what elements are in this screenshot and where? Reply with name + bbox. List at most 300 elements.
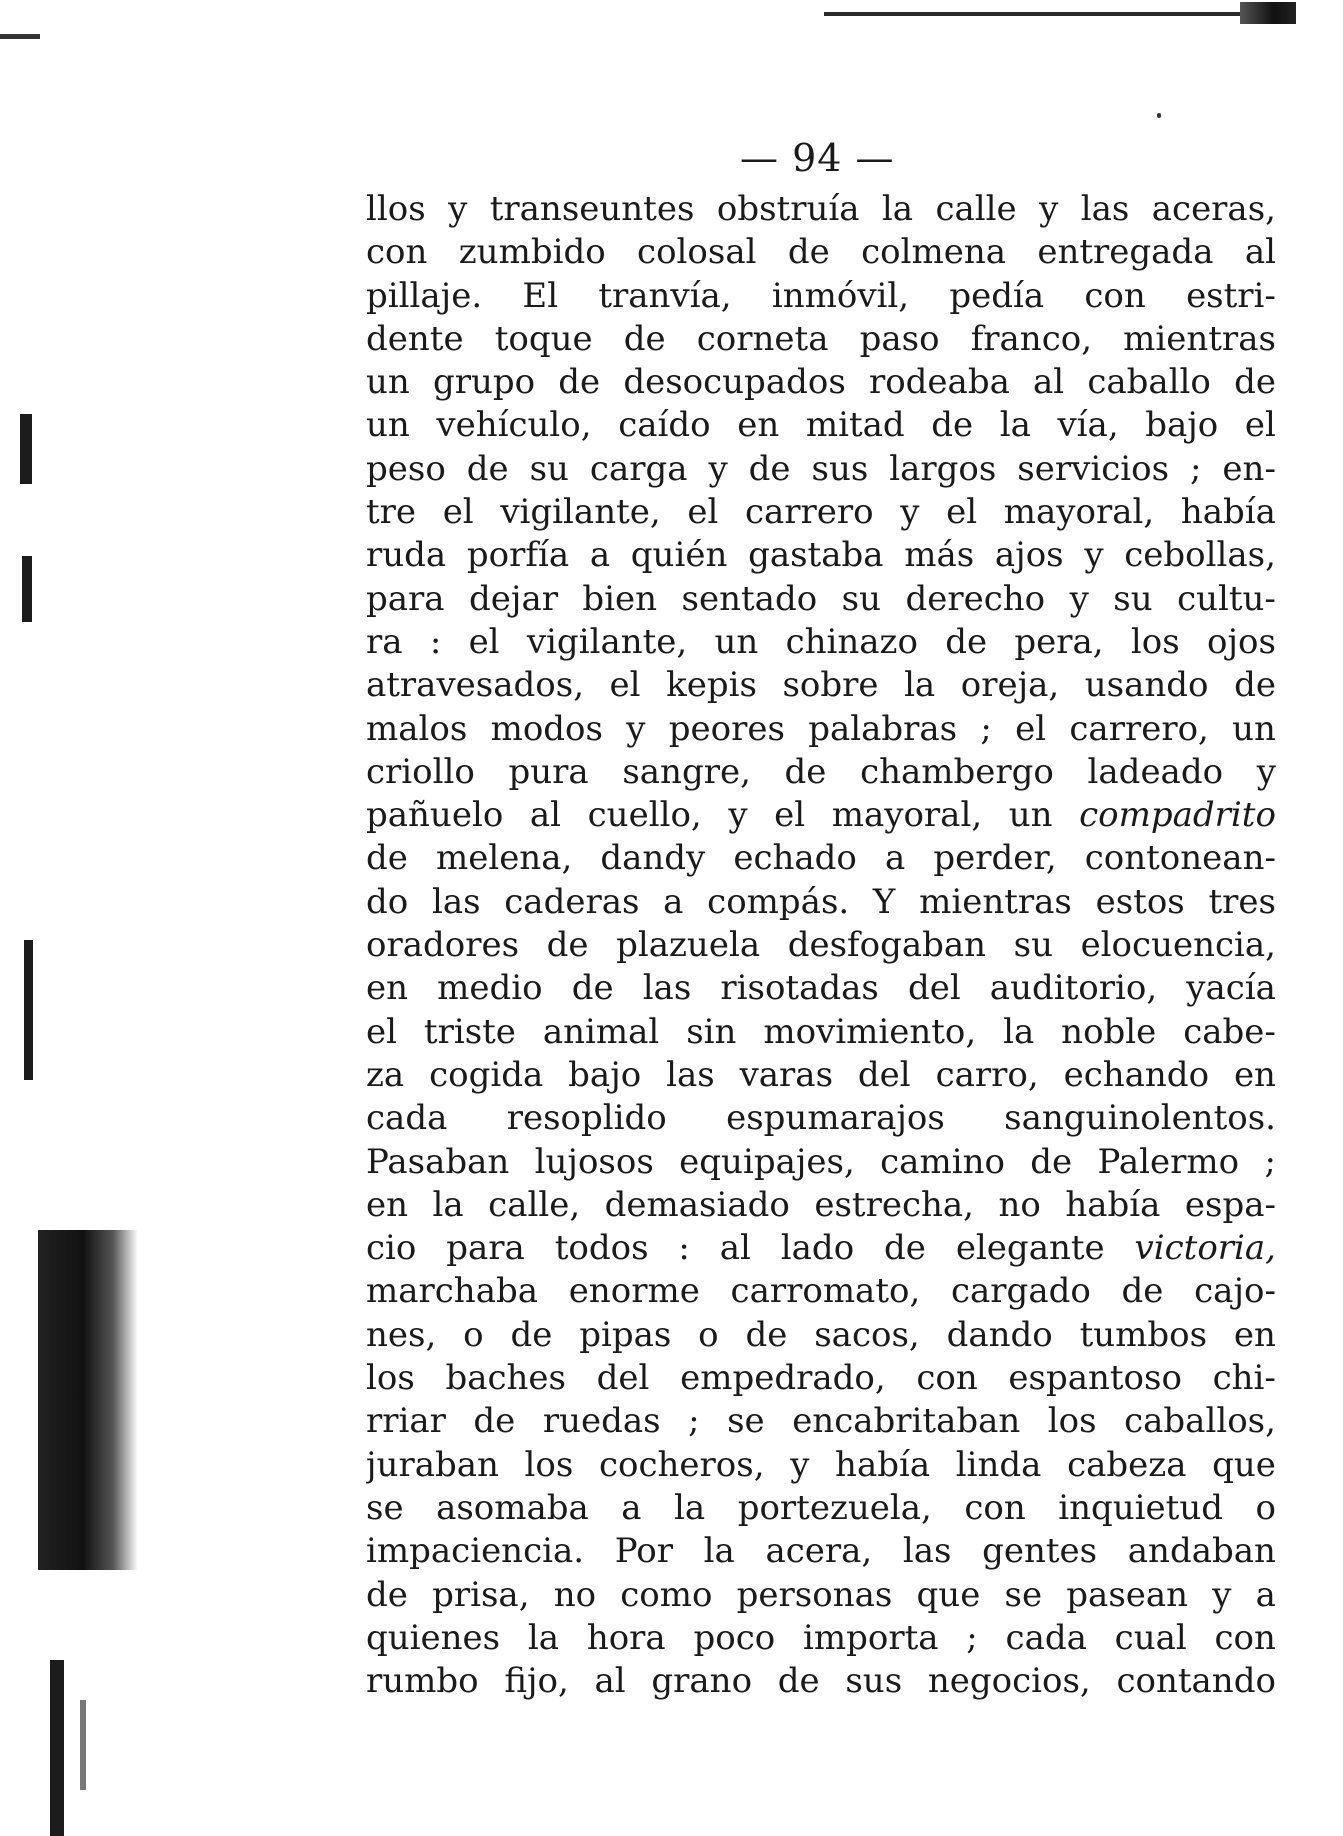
text-line bbox=[366, 1574, 1276, 1617]
word: espa- bbox=[1184, 1184, 1276, 1225]
word: cada bbox=[366, 1098, 448, 1139]
word: el bbox=[946, 492, 978, 533]
word: sobre bbox=[782, 665, 879, 706]
word: había bbox=[835, 1444, 931, 1485]
word: prisa, bbox=[432, 1574, 530, 1615]
word: cabeza bbox=[1067, 1444, 1187, 1485]
word: más bbox=[904, 535, 975, 576]
word: vigilante, bbox=[526, 621, 688, 662]
word: cargado bbox=[950, 1271, 1091, 1312]
word: marchaba bbox=[366, 1271, 539, 1312]
word: demasiado bbox=[604, 1184, 790, 1225]
word: quién bbox=[630, 535, 728, 576]
word: pera, bbox=[1014, 621, 1104, 662]
word: de bbox=[784, 751, 827, 792]
word: su bbox=[1013, 925, 1053, 966]
word: mitad bbox=[805, 405, 905, 446]
text-line bbox=[366, 967, 1276, 1010]
text-line bbox=[366, 751, 1276, 794]
word: calle, bbox=[488, 1184, 581, 1225]
word: varas bbox=[739, 1054, 834, 1095]
word: kepis bbox=[666, 665, 757, 706]
word: franco, bbox=[970, 318, 1093, 359]
word: espumarajos bbox=[726, 1098, 945, 1139]
word: sus bbox=[845, 1661, 903, 1702]
word: de bbox=[787, 232, 830, 273]
word: y bbox=[626, 708, 646, 749]
word: noble bbox=[1061, 1011, 1157, 1052]
word: elocuencia, bbox=[1080, 925, 1276, 966]
word: al bbox=[594, 1661, 626, 1702]
word: transeuntes bbox=[489, 189, 695, 229]
word: los bbox=[1047, 1401, 1097, 1442]
word: cocheros, bbox=[598, 1444, 765, 1485]
scan-edge-mark bbox=[50, 1660, 64, 1836]
word: y bbox=[728, 795, 748, 836]
word: para bbox=[366, 578, 445, 619]
text-line bbox=[366, 837, 1276, 880]
word: ojos bbox=[1206, 621, 1276, 662]
text-line bbox=[366, 1227, 1276, 1270]
word: paso bbox=[859, 318, 940, 359]
word: de bbox=[366, 838, 408, 879]
word: y bbox=[1069, 578, 1089, 619]
scan-corner-mark bbox=[0, 34, 40, 39]
word: la bbox=[674, 1487, 706, 1528]
word: que bbox=[1212, 1444, 1276, 1485]
text-line bbox=[366, 1184, 1276, 1227]
word: derecho bbox=[905, 578, 1046, 619]
body-text bbox=[366, 188, 1276, 1703]
word: contando bbox=[1116, 1661, 1276, 1702]
word: ; bbox=[966, 1617, 978, 1658]
word: personas bbox=[736, 1574, 893, 1615]
word: sin bbox=[686, 1011, 737, 1052]
word: usando bbox=[1084, 665, 1209, 706]
word: triste bbox=[423, 1011, 516, 1052]
word: de bbox=[1030, 1141, 1073, 1182]
word: con bbox=[1084, 275, 1146, 316]
text-line bbox=[366, 621, 1276, 664]
text-line bbox=[366, 1530, 1276, 1573]
word: de bbox=[466, 448, 509, 489]
word: Por bbox=[614, 1531, 673, 1572]
word: a bbox=[884, 838, 906, 879]
word: a bbox=[1255, 1574, 1276, 1615]
word: la bbox=[432, 1184, 464, 1225]
text-line bbox=[366, 318, 1276, 361]
scan-edge-mark bbox=[24, 940, 33, 1080]
word: los bbox=[1130, 621, 1180, 662]
word: pura bbox=[508, 751, 589, 792]
word: linda bbox=[955, 1444, 1042, 1485]
word: la bbox=[904, 665, 936, 706]
word: nes, bbox=[366, 1314, 437, 1355]
word: quienes bbox=[366, 1617, 501, 1658]
word: ladeado bbox=[1087, 751, 1224, 792]
word: encabritaban bbox=[792, 1401, 1021, 1442]
scan-top-rule-end bbox=[1240, 2, 1296, 24]
word: tres bbox=[1208, 881, 1276, 922]
word: importa bbox=[802, 1617, 939, 1658]
word: la bbox=[1003, 1011, 1035, 1052]
word: vía, bbox=[1057, 405, 1119, 446]
word: perder, bbox=[933, 838, 1057, 879]
scan-edge-mark bbox=[80, 1700, 86, 1790]
word: carrero, bbox=[1069, 708, 1209, 749]
word: malos bbox=[366, 708, 468, 749]
text-line bbox=[366, 1141, 1276, 1184]
word: carro, bbox=[935, 1054, 1039, 1095]
word: pipas bbox=[579, 1314, 672, 1355]
word: la bbox=[527, 1617, 560, 1658]
word: con bbox=[916, 1358, 978, 1399]
word: para bbox=[446, 1228, 525, 1269]
text-line bbox=[366, 275, 1276, 318]
word: se bbox=[366, 1487, 404, 1528]
scan-speck bbox=[1157, 113, 1161, 118]
word: con bbox=[1214, 1617, 1276, 1658]
word: pedía bbox=[949, 275, 1045, 316]
word: al bbox=[1033, 362, 1065, 403]
word: cabe- bbox=[1183, 1011, 1276, 1052]
word: el bbox=[1015, 708, 1047, 749]
text-line bbox=[366, 491, 1276, 534]
word: y bbox=[1039, 189, 1059, 229]
word: cada bbox=[1005, 1617, 1087, 1658]
word: o bbox=[698, 1314, 719, 1355]
word: contonean- bbox=[1084, 838, 1276, 879]
word: de bbox=[473, 1401, 516, 1442]
word: de bbox=[1234, 362, 1276, 403]
text-line bbox=[366, 881, 1276, 924]
word: las bbox=[1080, 189, 1130, 229]
word: de bbox=[945, 621, 988, 662]
word: caballos, bbox=[1124, 1401, 1276, 1442]
word: de bbox=[546, 925, 589, 966]
word: pasean bbox=[1066, 1574, 1189, 1615]
word: bajo bbox=[1145, 405, 1219, 446]
word: grano bbox=[651, 1661, 753, 1702]
word: gentes bbox=[982, 1531, 1098, 1572]
word: inmóvil, bbox=[771, 275, 910, 316]
word: za bbox=[366, 1054, 405, 1095]
word: Y bbox=[872, 881, 896, 922]
word: tumbos bbox=[1079, 1314, 1208, 1355]
word: a bbox=[621, 1487, 642, 1528]
word: la bbox=[881, 189, 914, 229]
word: baches bbox=[445, 1358, 566, 1399]
word: pañuelo bbox=[366, 795, 504, 836]
word: cebollas, bbox=[1124, 535, 1276, 576]
scan-edge-mark bbox=[20, 414, 32, 484]
word: yacía bbox=[1186, 968, 1276, 1009]
scan-edge-mark bbox=[22, 556, 32, 622]
word: de bbox=[510, 1314, 553, 1355]
text-line bbox=[366, 924, 1276, 967]
text-line bbox=[366, 1314, 1276, 1357]
word: en bbox=[1233, 1054, 1276, 1095]
word: el bbox=[609, 665, 641, 706]
word: no bbox=[553, 1574, 597, 1615]
word: ; bbox=[1190, 448, 1202, 489]
word: de bbox=[777, 1661, 820, 1702]
word: lujosos bbox=[534, 1141, 654, 1182]
page-number: — 94 — bbox=[740, 136, 895, 180]
word: un bbox=[366, 362, 410, 403]
word: de bbox=[745, 1314, 788, 1355]
word: victoria, bbox=[1134, 1228, 1276, 1269]
text-line bbox=[366, 578, 1276, 621]
word: había bbox=[1180, 492, 1276, 533]
word: carga bbox=[589, 448, 688, 489]
word: sacos, bbox=[814, 1314, 920, 1355]
word: y bbox=[900, 492, 920, 533]
word: de bbox=[1234, 665, 1276, 706]
text-line bbox=[366, 1011, 1276, 1054]
word: do bbox=[366, 881, 409, 922]
word: con bbox=[964, 1487, 1026, 1528]
word: y bbox=[708, 448, 728, 489]
word: rriar bbox=[366, 1401, 446, 1442]
word: sus bbox=[811, 448, 869, 489]
word: corneta bbox=[696, 318, 829, 359]
word: todos bbox=[554, 1228, 649, 1269]
text-line bbox=[366, 448, 1276, 491]
word: cual bbox=[1114, 1617, 1187, 1658]
word: y bbox=[790, 1444, 810, 1485]
word: Palermo bbox=[1097, 1141, 1240, 1182]
text-line bbox=[366, 708, 1276, 751]
word: sanguinolentos. bbox=[1004, 1098, 1276, 1139]
word: mayoral, bbox=[831, 795, 983, 836]
word: de bbox=[623, 318, 666, 359]
word: la bbox=[999, 405, 1031, 446]
word: de bbox=[884, 1228, 926, 1269]
word: a bbox=[663, 881, 684, 922]
word: andaban bbox=[1127, 1531, 1276, 1572]
word: bajo bbox=[568, 1054, 642, 1095]
word: las bbox=[642, 968, 692, 1009]
word: su bbox=[841, 578, 881, 619]
word: juraban bbox=[366, 1444, 499, 1485]
word: del bbox=[857, 1054, 911, 1095]
word: tre bbox=[366, 492, 417, 533]
word: al bbox=[1244, 232, 1276, 273]
word: portezuela, bbox=[737, 1487, 932, 1528]
word: llos bbox=[366, 189, 426, 229]
text-line bbox=[366, 664, 1276, 707]
word: dandy bbox=[600, 838, 706, 879]
word: empedrado, bbox=[680, 1358, 886, 1399]
word: dando bbox=[946, 1314, 1053, 1355]
word: de bbox=[1121, 1271, 1164, 1312]
word: calle bbox=[935, 189, 1017, 229]
word: y bbox=[1212, 1574, 1232, 1615]
word: carromato, bbox=[730, 1271, 921, 1312]
word: y bbox=[1084, 535, 1104, 576]
word: palabras bbox=[808, 708, 958, 749]
word: lado bbox=[780, 1228, 855, 1269]
word: caído bbox=[618, 405, 711, 446]
text-line bbox=[366, 534, 1276, 577]
word: chi- bbox=[1212, 1358, 1276, 1399]
word: oreja, bbox=[960, 665, 1060, 706]
word: rodeaba bbox=[868, 362, 1010, 403]
word: los bbox=[366, 1358, 415, 1399]
text-line bbox=[366, 231, 1276, 274]
word: su bbox=[529, 448, 569, 489]
word: compás. bbox=[707, 881, 850, 922]
word: porfía bbox=[466, 535, 570, 576]
word: los bbox=[524, 1444, 574, 1485]
word: desfogaban bbox=[787, 925, 987, 966]
word: su bbox=[1113, 578, 1153, 619]
scan-edge-shadow bbox=[38, 1230, 138, 1570]
word: estri- bbox=[1186, 275, 1276, 316]
word: poco bbox=[693, 1617, 776, 1658]
word: de bbox=[931, 405, 974, 446]
word: plazuela bbox=[616, 925, 761, 966]
word: el bbox=[442, 492, 474, 533]
word: asomaba bbox=[436, 1487, 589, 1528]
word: en bbox=[366, 968, 409, 1009]
text-line bbox=[366, 1444, 1276, 1487]
word: colmena bbox=[861, 232, 1006, 273]
word: ruedas bbox=[542, 1401, 661, 1442]
word: negocios, bbox=[927, 1661, 1091, 1702]
word: con bbox=[366, 232, 428, 273]
word: colosal bbox=[637, 232, 757, 273]
word: gastaba bbox=[748, 535, 884, 576]
word: el bbox=[687, 492, 719, 533]
word: rumbo bbox=[366, 1661, 479, 1702]
word: camino bbox=[880, 1141, 1005, 1182]
word: echando bbox=[1063, 1054, 1210, 1095]
word: dente bbox=[366, 318, 464, 359]
text-line bbox=[366, 1357, 1276, 1400]
word: un bbox=[1232, 708, 1276, 749]
text-line bbox=[366, 1054, 1276, 1097]
word: Pasaban bbox=[366, 1141, 510, 1182]
word: había bbox=[1065, 1184, 1161, 1225]
word: un bbox=[1008, 795, 1053, 836]
word: de bbox=[558, 362, 601, 403]
text-line bbox=[366, 1660, 1276, 1703]
word: a bbox=[589, 535, 611, 576]
word: oradores bbox=[366, 925, 520, 966]
scan-top-rule bbox=[824, 12, 1296, 16]
word: ra bbox=[366, 621, 403, 662]
word: mayoral, bbox=[1003, 492, 1155, 533]
word: cajo- bbox=[1194, 1271, 1276, 1312]
word: toque bbox=[494, 318, 593, 359]
word: en bbox=[737, 405, 780, 446]
word: ruda bbox=[366, 535, 447, 576]
word: ; bbox=[688, 1401, 700, 1442]
word: animal bbox=[542, 1011, 660, 1052]
text-line bbox=[366, 1097, 1276, 1140]
word: ; bbox=[1264, 1141, 1276, 1182]
word: resoplido bbox=[506, 1098, 667, 1139]
word: en- bbox=[1222, 448, 1276, 489]
word: elegante bbox=[955, 1228, 1105, 1269]
word: las bbox=[902, 1531, 952, 1572]
word: melena, bbox=[435, 838, 573, 879]
word: en bbox=[1233, 1314, 1276, 1355]
word: un bbox=[714, 621, 759, 662]
word: cogida bbox=[429, 1054, 544, 1095]
word: cio bbox=[366, 1228, 417, 1269]
word: grupo bbox=[432, 362, 536, 403]
word: compadrito bbox=[1079, 795, 1276, 836]
word: las bbox=[666, 1054, 715, 1095]
word: mientras bbox=[1123, 318, 1276, 359]
word: impaciencia. bbox=[366, 1531, 585, 1572]
word: carrero bbox=[744, 492, 874, 533]
word: auditorio, bbox=[989, 968, 1158, 1009]
word: espantoso bbox=[1008, 1358, 1182, 1399]
word: servicios bbox=[1017, 448, 1170, 489]
text-line bbox=[366, 1400, 1276, 1443]
word: sentado bbox=[681, 578, 818, 619]
word: como bbox=[620, 1574, 713, 1615]
word: pillaje. bbox=[366, 275, 483, 316]
text-line bbox=[366, 188, 1276, 231]
word: aceras, bbox=[1151, 189, 1276, 229]
word: estrecha, bbox=[814, 1184, 974, 1225]
word: no bbox=[998, 1184, 1041, 1225]
word: echado bbox=[733, 838, 857, 879]
text-line bbox=[366, 1617, 1276, 1660]
word: cultu- bbox=[1177, 578, 1276, 619]
word: que bbox=[916, 1574, 981, 1615]
word: o bbox=[463, 1314, 484, 1355]
text-line bbox=[366, 404, 1276, 447]
word: desocupados bbox=[623, 362, 846, 403]
word: entregada bbox=[1037, 232, 1214, 273]
word: equipajes, bbox=[679, 1141, 855, 1182]
word: un bbox=[366, 405, 410, 446]
word: tranvía, bbox=[598, 275, 732, 316]
word: se bbox=[727, 1401, 765, 1442]
word: de bbox=[366, 1574, 408, 1615]
word: el bbox=[1244, 405, 1276, 446]
text-line bbox=[366, 1487, 1276, 1530]
word: chinazo bbox=[785, 621, 918, 662]
word: : bbox=[678, 1228, 690, 1269]
word: acera, bbox=[765, 1531, 873, 1572]
text-line bbox=[366, 1270, 1276, 1313]
word: de bbox=[748, 448, 791, 489]
word: del bbox=[596, 1358, 650, 1399]
word: el bbox=[366, 1011, 397, 1052]
word: ; bbox=[980, 708, 992, 749]
word: enorme bbox=[568, 1271, 700, 1312]
word: y bbox=[1256, 751, 1276, 792]
word: estos bbox=[1095, 881, 1185, 922]
word: el bbox=[774, 795, 806, 836]
word: medio bbox=[437, 968, 543, 1009]
word: fijo, bbox=[504, 1661, 569, 1702]
word: dejar bbox=[469, 578, 558, 619]
word: chambergo bbox=[860, 751, 1054, 792]
word: largos bbox=[889, 448, 997, 489]
word: al bbox=[529, 795, 562, 836]
word: mientras bbox=[919, 881, 1072, 922]
word: el bbox=[468, 621, 500, 662]
word: en bbox=[366, 1184, 409, 1225]
